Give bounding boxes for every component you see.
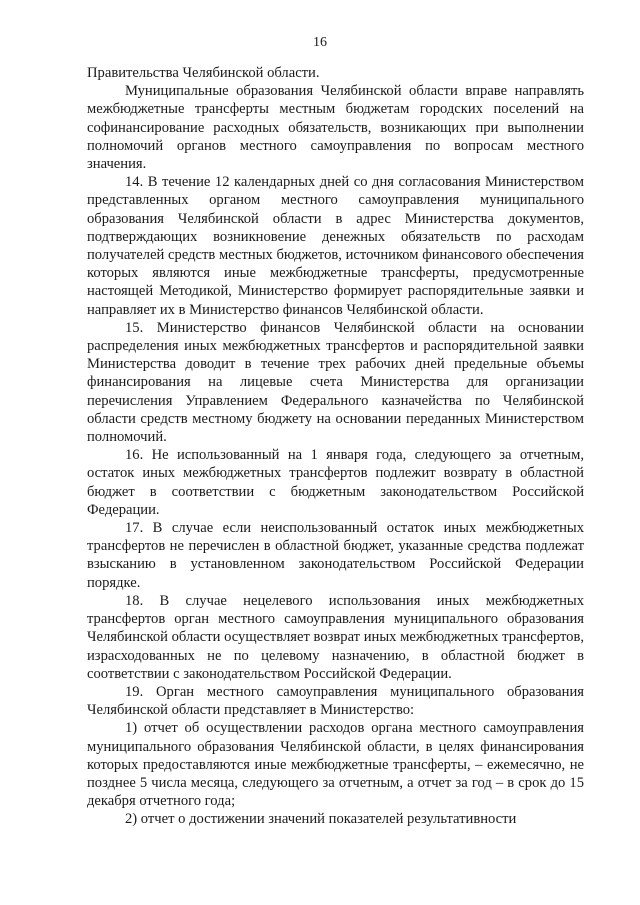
document-body: [87, 64, 584, 829]
paragraph-19-item-1: 1) отчет об осуществлении расходов органа местного самоуправления муниципального образования Челябинской области, в целях финансирования которых предоставляются иные межбюджетные трансферты, – ежемесячно, не позднее 5 числа месяца, следующего за отчетным, а отчет за год – в срок до 15 декабря отчетного года;: [87, 720, 584, 810]
paragraph-municipal-transfers: Муниципальные образования Челябинской области вправе направлять межбюджетные трансферты местным бюджетам городских поселений на софинансирование расходных обязательств, возникающих при выполнении полномочий органов местного самоуправления по вопросам местного значения.: [87, 83, 584, 173]
paragraph-17: 17. В случае если неиспользованный остаток иных межбюджетных трансфертов не перечислен в областной бюджет, указанные средства подлежат взысканию в установленном законодательством Российской Федерации порядке.: [87, 520, 584, 591]
paragraph-16: 16. Не использованный на 1 января года, следующего за отчетным, остаток иных межбюджетных трансфертов подлежит возврату в областной бюджет в соответствии с бюджетным законодательством Российской Федерации.: [87, 447, 584, 518]
page-number: 16: [313, 35, 327, 50]
paragraph-19-item-2: 2) отчет о достижении значений показателей результативности: [125, 811, 517, 828]
paragraph-14: 14. В течение 12 календарных дней со дня согласования Министерством представленных органом местного самоуправления муниципального образования Челябинской области в адрес Министерства документов, подтверждающих возникновение денежных обязательств по расходам получателей средств местных бюджетов, источником финансового обеспечения которых являются иные межбюджетные трансферты, предусмотренные настоящей Методикой, Министерство формирует распорядительные заявки и направляет их в Министерство финансов Челябинской области.: [87, 174, 584, 318]
paragraph-19: 19. Орган местного самоуправления муниципального образования Челябинской области представляет в Министерство:: [87, 683, 584, 719]
paragraph-continuation: Правительства Челябинской области.: [87, 65, 320, 81]
paragraph-15: 15. Министерство финансов Челябинской области на основании распределения иных межбюджетных трансфертов и распорядительной заявки Министерства доводит в течение трех рабочих дней предельные объемы финансирования на лицевые счета Министерства для организации перечисления Управлением Федерального казначейства по Челябинской области средств местному бюджету на основании переданных Министерством полномочий.: [87, 319, 584, 446]
paragraph-18: 18. В случае нецелевого использования иных межбюджетных трансфертов орган местного самоуправления муниципального образования Челябинской области осуществляет возврат иных межбюджетных трансфертов, израсходованных не по целевому назначению, в областной бюджет в соответствии с законодательством Российской Федерации.: [87, 592, 584, 682]
